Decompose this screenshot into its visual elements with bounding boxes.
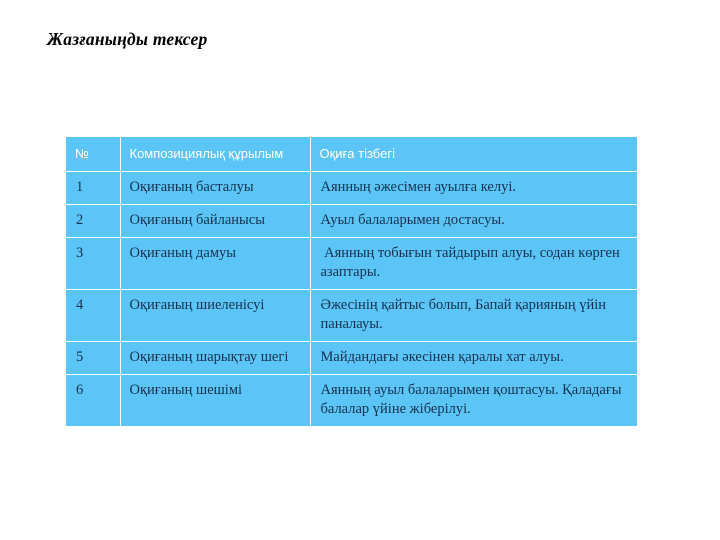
table-row	[66, 375, 637, 427]
column-header-number: №	[66, 137, 120, 172]
table-row	[66, 172, 637, 205]
cell-structure: Оқиғаның дамуы	[120, 238, 310, 290]
cell-number: 4	[66, 290, 120, 342]
cell-structure: Оқиғаның шарықтау шегі	[120, 342, 310, 375]
cell-structure: Оқиғаның шешімі	[120, 375, 310, 427]
cell-events: Майдандағы әкесінен қаралы хат алуы.	[310, 342, 637, 375]
cell-events: Аянның ауыл балаларымен қоштасуы. Қаладағы балалар үйіне жіберілуі.	[310, 375, 637, 427]
cell-events: Әжесінің қайтыс болып, Бапай қарияның үйін паналауы.	[310, 290, 637, 342]
composition-table	[66, 137, 637, 426]
table-row	[66, 238, 637, 290]
cell-structure: Оқиғаның байланысы	[120, 205, 310, 238]
cell-number: 2	[66, 205, 120, 238]
column-header-events: Оқиға тізбегі	[310, 137, 637, 172]
table-row	[66, 205, 637, 238]
cell-events: Ауыл балаларымен достасуы.	[310, 205, 637, 238]
table-row	[66, 290, 637, 342]
cell-number: 6	[66, 375, 120, 427]
cell-events: Аянның әжесімен ауылға келуі.	[310, 172, 637, 205]
cell-number: 3	[66, 238, 120, 290]
table-header-row	[66, 137, 637, 172]
cell-structure: Оқиғаның шиеленісуі	[120, 290, 310, 342]
cell-events: Аянның тобығын тайдырып алуы, содан көрген азаптары.	[310, 238, 637, 290]
page-title: Жазғаныңды тексер	[47, 29, 208, 49]
cell-number: 5	[66, 342, 120, 375]
cell-structure: Оқиғаның басталуы	[120, 172, 310, 205]
column-header-structure: Композициялық құрылым	[120, 137, 310, 172]
cell-number: 1	[66, 172, 120, 205]
table-body	[66, 172, 637, 427]
table-row	[66, 342, 637, 375]
